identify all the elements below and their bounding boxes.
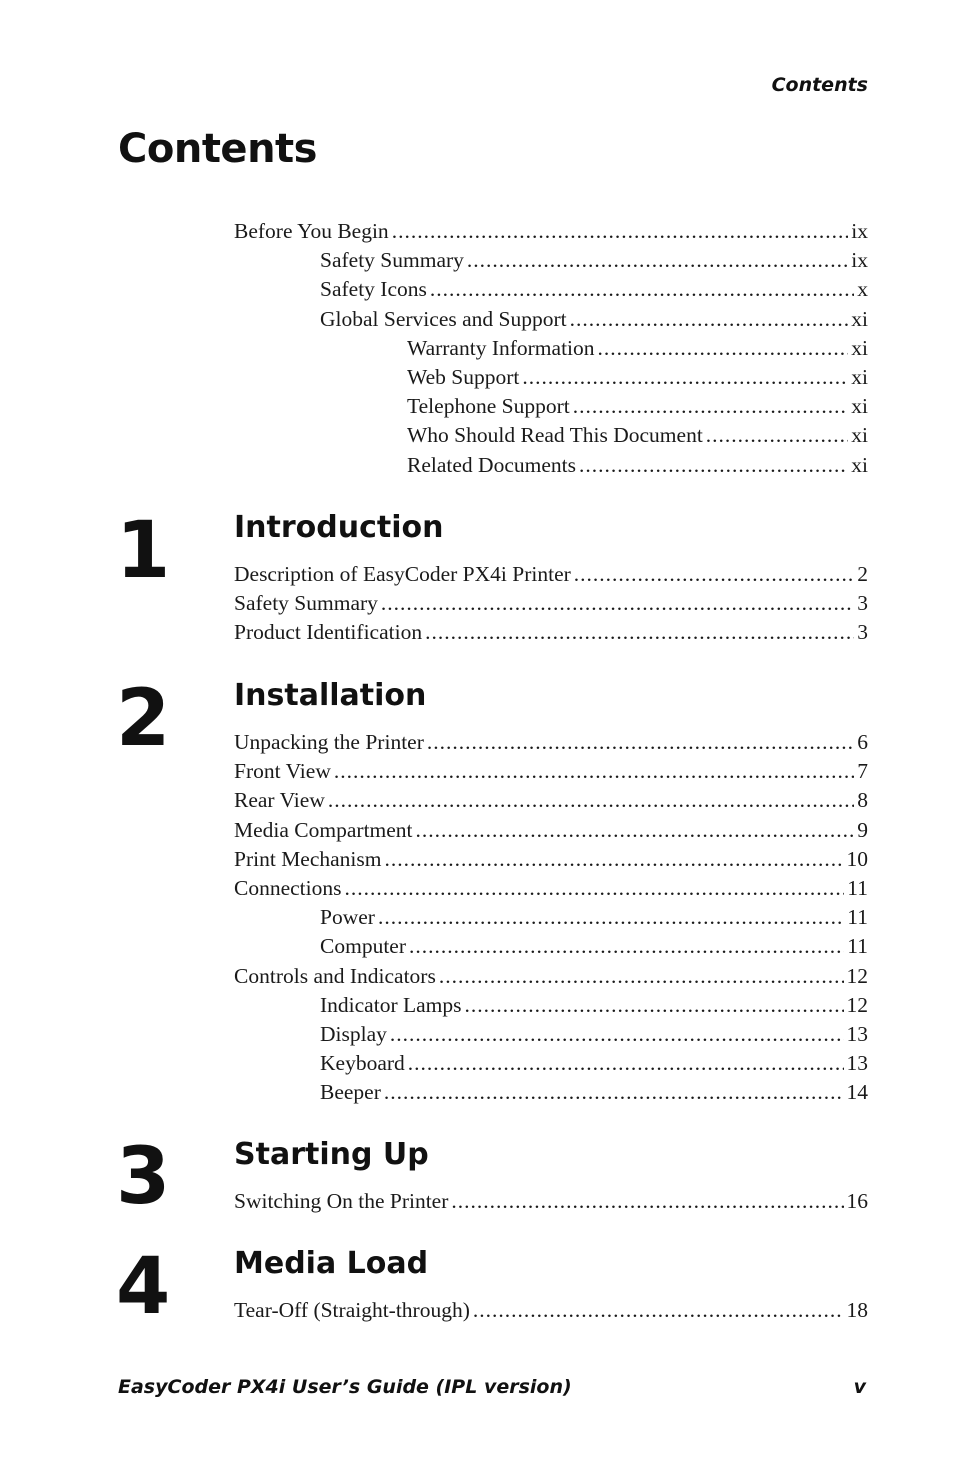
toc-entry-label: Front View [234,759,331,784]
toc-entry-page: 2 [857,562,868,586]
toc-entry [234,728,868,757]
toc-entry-page: 10 [846,846,868,871]
toc-dot-leader [467,246,848,275]
toc-entry-label: Rear View [234,788,325,813]
toc-entry-page: 9 [857,817,868,842]
chapter-number: 2 [116,674,171,764]
toc-entry [234,786,868,815]
toc-entry-page: x [857,277,868,302]
toc-dot-leader [579,451,848,480]
chapter-number: 1 [116,506,171,596]
toc-entry [407,421,868,450]
toc-entry [407,363,868,392]
toc-dot-leader [430,275,854,304]
toc-entry-page: 8 [857,788,868,813]
toc-entry-page: xi [851,365,868,389]
toc-entry [234,874,868,903]
chapter-number: 4 [116,1242,171,1332]
toc-dot-leader [574,560,854,589]
toc-entry-page: xi [851,452,868,477]
toc-entry-label: Connections [234,876,342,900]
toc-entry-page: xi [851,394,868,419]
toc-entry-label: Print Mechanism [234,846,382,871]
toc-dot-leader [385,845,844,874]
toc-entry [234,560,868,589]
toc-entry-page: 11 [847,905,868,930]
chapter-title: Media Load [234,1246,429,1281]
toc-entry [234,845,868,874]
toc-entry [320,275,868,304]
toc-entry-page: 3 [857,620,868,645]
toc-entry-label: Global Services and Support [320,306,567,331]
footer-book-title: EasyCoder PX4i User’s Guide (IPL version) [118,1376,572,1398]
toc-entry-page: 6 [857,730,868,754]
toc-entry-page: 3 [857,591,868,616]
toc-entry-label: Before You Begin [234,219,389,243]
toc-entry-label: Related Documents [407,452,576,477]
toc-dot-leader [427,728,854,757]
toc-entry-page: 13 [846,1051,868,1076]
toc-entry-label: Media Compartment [234,817,413,842]
toc-dot-leader [381,589,854,618]
toc-entry [320,932,868,961]
toc-entry [234,589,868,618]
toc-entry-page: 12 [846,963,868,988]
toc-entry-page: 18 [846,1298,868,1322]
toc-entry [234,757,868,786]
toc-entry-label: Telephone Support [407,394,570,419]
toc-entry-page: 16 [846,1189,868,1213]
toc-entry [234,1187,868,1216]
toc-entry [320,1020,868,1049]
toc-entry-label: Description of EasyCoder PX4i Printer [234,562,571,586]
toc-entry [234,618,868,647]
chapter-title: Installation [234,678,427,713]
toc-dot-leader [328,786,854,815]
toc-entry [320,903,868,932]
toc-entry [407,334,868,363]
toc-entry-label: Indicator Lamps [320,992,462,1017]
toc-entry-page: ix [851,219,868,243]
toc-dot-leader [378,903,844,932]
toc-dot-leader [465,991,844,1020]
toc-entry-label: Safety Summary [320,248,464,273]
toc-dot-leader [451,1187,843,1216]
toc-entry-page: 13 [846,1022,868,1046]
toc-dot-leader [573,392,849,421]
toc-entry-label: Safety Icons [320,277,427,302]
toc-entry-label: Beeper [320,1080,381,1105]
toc-dot-leader [439,962,844,991]
toc-entry-page: 12 [846,992,868,1017]
toc-entry-label: Computer [320,934,406,959]
toc-entry-page: xi [851,423,868,448]
toc-entry-page: ix [851,248,868,273]
toc-dot-leader [345,874,845,903]
toc-entry [320,1049,868,1078]
toc-entry-label: Controls and Indicators [234,963,436,988]
toc-entry-page: 7 [857,759,868,784]
toc-entry [320,305,868,334]
toc-entry-label: Power [320,905,375,930]
toc-entry [407,392,868,421]
toc-entry-label: Product Identification [234,620,423,645]
toc-dot-leader [408,1049,844,1078]
toc-entry [320,246,868,275]
toc-entry [320,991,868,1020]
toc-entry [234,1296,868,1325]
toc-entry [234,962,868,991]
toc-entry [407,451,868,480]
toc-dot-leader [334,757,854,786]
toc-entry-label: Warranty Information [407,335,595,360]
toc-entry-label: Keyboard [320,1051,405,1076]
toc-entry-label: Who Should Read This Document [407,423,703,448]
toc-entry-label: Unpacking the Printer [234,730,424,754]
chapter-title: Starting Up [234,1137,429,1172]
toc-dot-leader [384,1078,844,1107]
toc-dot-leader [425,618,854,647]
toc-entry-page: 11 [847,934,868,959]
toc-entry-label: Switching On the Printer [234,1189,449,1213]
footer-page-number: v [853,1376,866,1398]
toc-entry-page: xi [851,335,868,360]
running-head: Contents [771,74,868,96]
toc-dot-leader [522,363,848,392]
toc-entry-label: Tear-Off (Straight-through) [234,1298,470,1322]
toc-dot-leader [390,1020,844,1049]
toc-dot-leader [706,421,848,450]
toc-entry [320,1078,868,1107]
toc-dot-leader [598,334,849,363]
toc-entry-page: 14 [846,1080,868,1105]
toc-entry-page: xi [851,306,868,331]
toc-entry-label: Web Support [407,365,520,389]
toc-entry-label: Safety Summary [234,591,378,616]
toc-dot-leader [392,217,849,246]
toc-entry-label: Display [320,1022,387,1046]
toc-dot-leader [416,816,855,845]
chapter-number: 3 [116,1132,171,1222]
toc-dot-leader [570,305,849,334]
page-title: Contents [118,126,317,172]
toc-dot-leader [473,1296,844,1325]
toc-entry [234,816,868,845]
chapter-title: Introduction [234,510,444,545]
toc-entry-page: 11 [847,876,868,900]
toc-entry [234,217,868,246]
toc-dot-leader [409,932,844,961]
